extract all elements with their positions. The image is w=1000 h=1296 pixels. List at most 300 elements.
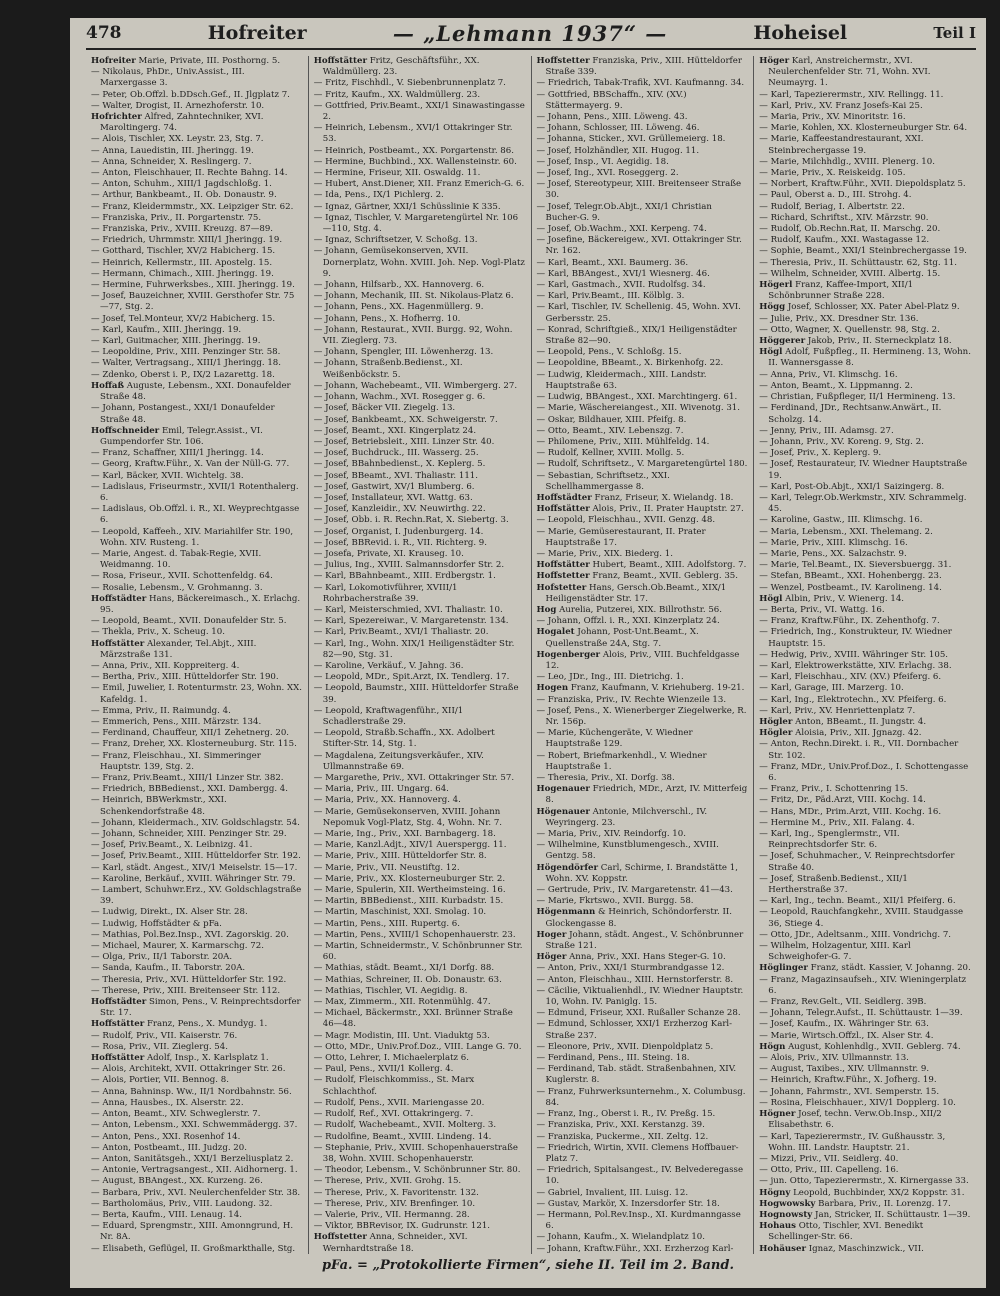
directory-entry	[91, 639, 303, 661]
entry-text: — Josefa, Private, XI. Krauseg. 10.	[313, 548, 464, 559]
directory-entry	[314, 583, 526, 605]
entry-text: — Otto, Wagner, X. Quellenstr. 98, Stg. 2.	[759, 324, 940, 335]
entry-text: — Karl, Telegr.Ob.Werkmstr., XIV. Schrammelg. 45.	[759, 492, 967, 515]
directory-entry	[759, 280, 971, 302]
entry-text: — Martin, Maschinist, XXI. Smolag. 10.	[313, 907, 487, 918]
entry-text: Jakob, Priv., II. Sterneckplatz 18.	[807, 336, 952, 347]
entry-text: — Stefan, BBeamt., XXI. Hohenbergg. 23.	[759, 571, 942, 582]
entry-text: — Josef, Insp., VI. Aegidig. 18.	[536, 156, 669, 167]
directory-entry	[759, 650, 971, 661]
directory-entry	[759, 829, 971, 851]
entry-surname: Högny	[759, 1187, 791, 1198]
entry-text: — Wilhelm, Holzagentur, XIII. Karl Schweighofer-G. 7.	[759, 941, 911, 963]
entry-text: Hans, Bäckereimasch., X. Erlachg. 95.	[100, 593, 301, 615]
directory-entry	[314, 146, 526, 157]
entry-text: — Bertha, Priv., XIII. Hütteldorfer Str. 190.	[91, 672, 279, 683]
directory-entry	[314, 885, 526, 896]
entry-text: — Therese, Priv., X. Favoritenstr. 132.	[313, 1187, 479, 1198]
entry-text: Aurelia, Putzerei, XIX. Billrothstr. 56.	[559, 604, 722, 615]
entry-text: — Johann, Spengler, III. Löwenherzg. 13.	[313, 347, 494, 358]
directory-entry	[759, 941, 971, 963]
entry-text: August, Kohlenhdlg., XVII. Geblerg. 74.	[788, 1041, 961, 1052]
entry-text: — Karl, Bäcker, XVII. Wichtelg. 38.	[91, 470, 244, 481]
directory-entry	[314, 1053, 526, 1064]
entry-text: Franziska, Priv., XIII. Hütteldorfer Straße 339.	[545, 56, 742, 78]
entry-text: — Ludwig, BBAngest., XXI. Marchtingerg. 61.	[536, 392, 738, 403]
entry-text: — Josef, BBRevid. i. R., VII. Richterg. 9.	[313, 537, 487, 548]
directory-entry	[537, 347, 749, 358]
directory-entry	[91, 1042, 303, 1053]
entry-text: — Mathias, städt. Beamt., XI/1 Dorfg. 88.	[313, 963, 495, 974]
directory-entry	[91, 56, 303, 67]
entry-text: — Max, Zimmerm., XII. Rotenmühlg. 47.	[313, 997, 491, 1008]
directory-entry	[91, 963, 303, 974]
directory-entry	[759, 1075, 971, 1086]
entry-text: — Gottfried, BBSchaffn., XIV. (XV.) Stättermayerg. 9.	[536, 89, 687, 111]
directory-entry	[91, 851, 303, 862]
directory-entry	[91, 269, 303, 280]
directory-entry	[91, 213, 303, 224]
directory-entry	[314, 1042, 526, 1053]
directory-entry	[91, 246, 303, 257]
entry-text: — Karl, Priv., XV. Franz Josefs-Kai 25.	[759, 100, 923, 111]
directory-entry	[314, 795, 526, 806]
directory-entry	[537, 560, 749, 571]
directory-entry	[314, 1232, 526, 1254]
directory-entry	[91, 863, 303, 874]
directory-entry	[91, 773, 303, 784]
directory-entry	[759, 695, 971, 706]
directory-entry	[314, 291, 526, 302]
directory-entry	[91, 1053, 303, 1064]
entry-text: — August, BBAngest., XX. Kurzeng. 26.	[91, 1176, 263, 1187]
entry-text: — Wenzel, Postbeamt., IV. Karolineng. 14.	[759, 582, 942, 593]
directory-entry	[537, 975, 749, 986]
directory-page	[70, 18, 986, 1288]
directory-entry	[314, 56, 526, 78]
directory-entry	[759, 907, 971, 929]
directory-entry	[759, 112, 971, 123]
entry-text: — Edmund, Friseur, XXI. Rußaller Schanze 28.	[536, 1008, 741, 1019]
entry-text: — Ludwig, Kleidermach., XIII. Landstr. Hauptstraße 63.	[536, 369, 707, 391]
entry-text: — Leo, JDr., Ing., III. Dietrichg. 1.	[536, 672, 684, 683]
entry-text: — Gabriel, Invalient, III. Luisg. 12.	[536, 1187, 689, 1198]
page-number: 478	[86, 23, 122, 43]
entry-text: — Franz, Ing., Oberst i. R., IV. Preßg. 15.	[536, 1109, 716, 1120]
directory-entry	[759, 583, 971, 594]
directory-entry	[314, 919, 526, 930]
directory-entry	[759, 975, 971, 997]
directory-entry	[759, 661, 971, 672]
directory-entry	[91, 1087, 303, 1098]
entry-surname: Hofrichter	[91, 112, 142, 123]
entry-text: Alexander, Tel.Abjt., XIII. Märzstraße 131.	[100, 638, 257, 660]
entry-text: — Johann, Priv., XV. Koreng. 9, Stg. 2.	[759, 436, 924, 447]
directory-entry	[759, 616, 971, 627]
directory-entry	[91, 370, 303, 381]
column-3	[532, 56, 755, 1254]
entry-text: — Ignaz, Gärtner, XXI/1 Schüsslinie K 335.	[313, 201, 501, 212]
entry-text: — Ferdinand, JDr., Rechtsanw.Anwärt., II. Scholzg. 14.	[759, 403, 942, 425]
directory-entry	[314, 963, 526, 974]
entry-text: — Thekla, Priv., X. Scheug. 10.	[91, 627, 225, 638]
directory-entry	[91, 885, 303, 907]
directory-entry	[759, 896, 971, 907]
entry-text: — Josef, Kanzleidir., XV. Neuwirthg. 22.	[313, 504, 486, 515]
directory-entry	[314, 1098, 526, 1109]
entry-text: — Fritz, Dr., Päd.Arzt, VIII. Kochg. 14.	[759, 795, 926, 806]
entry-text: — jun. Otto, Tapezierermstr., X. Kirnergasse 33.	[759, 1176, 969, 1187]
entry-text: Josef, Schlosser, XX. Pater Abel-Platz 9.	[787, 302, 960, 313]
entry-text: — Johann, Mechanik, III. St. Nikolaus-Platz 6.	[313, 291, 514, 302]
directory-entry	[537, 90, 749, 112]
entry-text: — Mathias, Tischler, VI. Aegidig. 8.	[313, 985, 468, 996]
entry-text: — Anton, Sanitätsgeh., XXI/1 Berzeliusplatz 2.	[91, 1153, 294, 1164]
directory-entry	[314, 896, 526, 907]
entry-text: — Konrad, Schriftgieß., XIX/1 Heiligenstädter Straße 82—90.	[536, 324, 737, 347]
entry-text: — Karl, städt. Angest., XIV/1 Meiselstr. 15—17.	[91, 862, 298, 873]
entry-text: — Sebastian, Schriftsetz., XXI. Schellhammergasse 8.	[536, 470, 670, 492]
directory-entry	[759, 560, 971, 571]
entry-text: — Josef, Ob.Wachm., XXI. Kerpeng. 74.	[536, 224, 707, 235]
directory-entry	[91, 1109, 303, 1120]
entry-text: — Karl, Kaufm., XIII. Jheringg. 19.	[91, 324, 242, 335]
directory-entry	[314, 975, 526, 986]
entry-text: Leopold, Buchbinder, XX/2 Koppstr. 31.	[793, 1187, 965, 1198]
entry-text: — Leopold, Pens., V. Schloßg. 15.	[536, 347, 682, 358]
entry-surname: Hognowsty	[759, 1209, 813, 1220]
directory-entry	[91, 1221, 303, 1243]
directory-entry	[537, 146, 749, 157]
entry-text: — Johann, Kaufm., X. Wielandplatz 10.	[536, 1232, 705, 1243]
entry-text: Carl, Schirme, I. Brandstätte 1, Wohn. XV. Koppstr.	[545, 862, 738, 884]
directory-entry	[91, 818, 303, 829]
directory-entry	[314, 1109, 526, 1120]
directory-entry	[314, 549, 526, 560]
entry-text: — Gotthard, Tischler, XV/2 Habicherg. 15.	[91, 246, 276, 257]
directory-entry	[91, 291, 303, 313]
entry-text: — Emma, Priv., II. Raimundg. 4.	[91, 705, 231, 716]
directory-entry	[314, 78, 526, 89]
entry-text: Alfred, Zahntechniker, XVI. Maroltingerg. 74.	[100, 112, 264, 134]
directory-entry	[91, 717, 303, 728]
entry-text: Franz, Friseur, X. Wielandg. 18.	[594, 492, 734, 503]
entry-surname: Hogenberger	[536, 649, 601, 660]
directory-entry	[91, 179, 303, 190]
entry-surname: Högg	[759, 302, 786, 313]
entry-text: — Maria, Priv., III. Ungarg. 64.	[313, 784, 449, 795]
entry-text: — Maria, Priv., XV. Minoritstr. 16.	[759, 112, 906, 123]
directory-entry	[759, 1132, 971, 1154]
entry-text: Josef, techn. Verw.Ob.Insp., XII/2 Elisabethstr. 6.	[768, 1109, 942, 1131]
entry-text: — Franz, Fleischhau., XI. Simmeringer Hauptstr. 139, Stg. 2.	[91, 750, 261, 772]
entry-text: — Johann, Fahrmstr., XVI. Semperstr. 15.	[759, 1086, 940, 1097]
entry-text: — Johann, Postangest., XXI/1 Donaufelder Straße 48.	[91, 403, 275, 425]
directory-entry	[537, 112, 749, 123]
directory-entry	[91, 1176, 303, 1187]
directory-entry	[759, 224, 971, 235]
entry-text: — Marie, Milchhdlg., XVIII. Plenerg. 10.	[759, 156, 935, 167]
directory-entry	[91, 627, 303, 638]
directory-entry	[314, 1075, 526, 1097]
directory-entry	[314, 851, 526, 862]
directory-entry	[759, 739, 971, 761]
entry-text: — Ladislaus, Ob.Offzl. i. R., XI. Weyprechtgasse 6.	[91, 504, 300, 526]
entry-text: — Magdalena, Zeitungsverkäufer., XIV. Ullmannstraße 69.	[313, 750, 484, 772]
directory-entry	[759, 1244, 971, 1254]
entry-text: — Franz, Rev.Gelt., VII. Seidlerg. 39B.	[759, 997, 927, 1008]
entry-surname: Högn	[759, 1041, 786, 1052]
directory-entry	[314, 672, 526, 683]
directory-entry	[314, 459, 526, 470]
directory-entry	[759, 246, 971, 257]
directory-entry	[314, 661, 526, 672]
entry-surname: Hoffschneider	[91, 425, 160, 436]
entry-text: — Rosa, Priv., VII. Zieglerg. 54.	[91, 1041, 228, 1052]
directory-entry	[537, 1064, 749, 1086]
entry-text: — Rudolf, Wachebeamt., XVII. Molterg. 3.	[313, 1120, 497, 1131]
directory-entry	[91, 751, 303, 773]
page-header	[86, 18, 976, 50]
directory-entry	[759, 1165, 971, 1176]
directory-entry	[759, 717, 971, 728]
directory-entry	[759, 762, 971, 784]
entry-text: — Marie, Pens., XX. Salzachstr. 9.	[759, 548, 907, 559]
directory-entry	[759, 90, 971, 101]
entry-text: — Friedrich, Spitalsangest., IV. Belvederegasse 10.	[536, 1165, 744, 1187]
directory-entry	[91, 1154, 303, 1165]
entry-text: — Lambert, Schuhwr.Erz., XV. Goldschlagstraße 39.	[91, 885, 302, 907]
entry-text: Anton, BBeamt., II. Jungstr. 4.	[795, 716, 927, 727]
directory-entry	[537, 302, 749, 324]
entry-text: — Josef, Pens., X. Wienerberger Ziegelwerke, R. Nr. 156p.	[536, 705, 747, 727]
directory-entry	[91, 1019, 303, 1030]
directory-entry	[759, 683, 971, 694]
entry-text: — Johann, Kleidermach., XIV. Goldschlagstr. 54.	[91, 817, 300, 828]
entry-text: Auguste, Lebensm., XXI. Donaufelder Straße 48.	[100, 380, 291, 403]
entry-text: — Hermine, Friseur, XII. Oswaldg. 11.	[313, 168, 481, 179]
directory-entry	[759, 134, 971, 156]
entry-text: — Marie, Gemüserestaurant, II. Prater Hauptstraße 17.	[536, 526, 706, 548]
directory-entry	[91, 571, 303, 582]
entry-text: — Josef, Holzhändler, XII. Hugog. 11.	[536, 145, 700, 156]
entry-text: — Rudolf, Pens., XVII. Mariengasse 20.	[313, 1097, 485, 1108]
directory-entry	[759, 594, 971, 605]
entry-text: — Marie, Küchengeräte, V. Wiedner Hauptstraße 129.	[536, 728, 693, 750]
entry-text: — Maria, Priv., XIV. Reindorfg. 10.	[536, 829, 686, 840]
directory-entry	[537, 1244, 749, 1254]
entry-text: — Marie, Priv., XIII. Hütteldorfer Str. 8.	[313, 851, 487, 862]
directory-entry	[759, 336, 971, 347]
directory-entry	[91, 426, 303, 448]
entry-text: — Rudolf, Kaufm., XXI. Wastagasse 12.	[759, 235, 930, 246]
directory-entry	[91, 661, 303, 672]
entry-text: — Marie, Priv., X. Reiskeidg. 105.	[759, 168, 906, 179]
directory-entry	[537, 426, 749, 437]
entry-text: — Oskar, Bildhauer, XIII. Pfeifg. 8.	[536, 414, 687, 425]
directory-entry	[314, 1210, 526, 1221]
entry-text: — Mathias, Pol.Bez.Insp., XVI. Zagorskig. 20.	[91, 929, 289, 940]
entry-text: — Wilhelmine, Kunstblumengesch., XVIII. Gentzg. 58.	[536, 840, 719, 862]
entry-surname: Höggerer	[759, 336, 806, 347]
directory-entry	[759, 1019, 971, 1030]
entry-text: Adolf, Fußpfleg., II. Hermineng. 13, Wohn. II. Wannersgasse 8.	[768, 347, 971, 369]
directory-entry	[537, 134, 749, 145]
directory-entry	[314, 1176, 526, 1187]
entry-text: — Therese, Priv., XVII. Grohg. 15.	[313, 1176, 462, 1187]
entry-text: — Theresia, Priv., XI. Dorfg. 38.	[536, 773, 675, 783]
entry-text: — Johann, Offzl. i. R., XXI. Kinzerplatz 24.	[536, 616, 720, 627]
entry-text: — Johann, Kraftw.Führ., XXI. Erzherzog Karl-	[536, 1243, 734, 1254]
entry-text: Hubert, Beamt., XIII. Adolfstorg. 7.	[592, 560, 747, 571]
directory-entry	[91, 594, 303, 616]
entry-text: — Rudolf, Kellner, XVIII. Mollg. 5.	[536, 448, 685, 459]
entry-text: — Therese, Priv., XIII. Breitenseer Str. 112.	[91, 985, 281, 996]
entry-text: — Karl, BBAngest., XVI/1 Wiesnerg. 46.	[536, 268, 710, 279]
entry-text: — Leopold, Kraftwagenführ., XII/1 Schadlerstraße 29.	[313, 705, 464, 727]
directory-entry	[537, 695, 749, 706]
directory-entry	[314, 1143, 526, 1165]
directory-entry	[314, 426, 526, 437]
directory-entry	[91, 1165, 303, 1176]
directory-entry	[759, 997, 971, 1008]
directory-entry	[759, 448, 971, 459]
directory-entry	[314, 874, 526, 885]
directory-entry	[537, 672, 749, 683]
directory-entry	[91, 829, 303, 840]
entry-surname: Högenauer	[536, 806, 590, 817]
directory-entry	[314, 560, 526, 571]
entry-text: — Josef, Priv., X. Keplerg. 9.	[759, 448, 882, 459]
directory-entry	[314, 347, 526, 358]
directory-entry	[759, 527, 971, 538]
directory-entry	[91, 325, 303, 336]
entry-text: Albin, Priv., V. Wienerg. 14.	[785, 593, 905, 604]
entry-text: — Arthur, Bankbeamt., II. Ob. Donaustr. 9.	[91, 190, 277, 201]
directory-entry	[314, 1008, 526, 1030]
entry-text: Hans, Gersch.Ob.Beamt., XIX/1 Heiligenstädter Str. 17.	[545, 582, 727, 604]
entry-text: — Anton, Lebensm., XXI. Schwemmädergg. 37.	[91, 1120, 298, 1131]
entry-text: — Karl, Priv.Beamt., XVI/1 Thaliastr. 20.	[313, 627, 489, 638]
entry-text: — Hans, MDr., Prim.Arzt, VIII. Kochg. 16.	[759, 806, 942, 817]
page-footer-note: pFa. = „Protokollierte Firmen“, siehe II. Teil im 2. Band.	[321, 1258, 735, 1273]
entry-surname: Hofstetter	[536, 582, 587, 593]
entry-text: — Ludwig, Hoffstädter & pFa.	[91, 918, 222, 929]
directory-entry	[759, 605, 971, 616]
entry-text: — Leopoldine, Priv., XIII. Penzinger Str. 58.	[91, 347, 281, 358]
entry-text: — Franz, Kraftw.Führ., IX. Zehenthofg. 7.	[759, 616, 940, 627]
entry-text: — Karl, Tapezierermstr., XIV. Rellingg. 11.	[759, 89, 944, 100]
directory-entry	[759, 1087, 971, 1098]
directory-entry	[759, 179, 971, 190]
directory-entry	[91, 448, 303, 459]
entry-surname: Hogenauer	[536, 784, 590, 795]
directory-entry	[314, 605, 526, 616]
entry-text: — Heinrich, Lebensm., XVI/1 Ottakringer Str. 53.	[313, 123, 513, 145]
directory-entry	[91, 941, 303, 952]
directory-entry	[314, 840, 526, 851]
entry-text: — Friedrich, Ing., Konstrukteur, IV. Wiedner Hauptstr. 15.	[759, 627, 952, 649]
directory-entry	[759, 437, 971, 448]
directory-entry	[314, 728, 526, 750]
directory-entry	[314, 986, 526, 997]
directory-entry	[314, 246, 526, 280]
directory-entry	[759, 1188, 971, 1199]
entry-surname: Hoffstätter	[91, 1053, 145, 1064]
entry-text: — Friedrich, Tabak-Trafik, XVI. Kaufmanng. 34.	[536, 78, 745, 89]
entry-text: — Stephanie, Priv., XVIII. Schopenhauerstraße 38, Wohn. XVIII. Schopenhauerstr.	[313, 1142, 518, 1164]
directory-entry	[91, 1132, 303, 1143]
entry-surname: Hoffaß	[91, 380, 125, 391]
entry-text: — Alois, Tischler, XX. Leystr. 23, Stg. 7.	[91, 134, 264, 145]
entry-surname: Hoffstädter	[91, 593, 147, 604]
directory-entry	[314, 179, 526, 190]
header-right-word: Hoheisel	[753, 22, 848, 44]
entry-text: — Marie, Kohlen, XX. Klosterneuburger Str. 64.	[759, 123, 968, 134]
directory-entry	[91, 347, 303, 358]
directory-entry	[759, 874, 971, 896]
column-2	[309, 56, 532, 1254]
directory-entry	[314, 751, 526, 773]
entry-text: — Karoline, Verkäuf., V. Jahng. 36.	[313, 660, 464, 671]
directory-entry	[759, 1064, 971, 1075]
directory-entry	[91, 784, 303, 795]
directory-entry	[537, 1053, 749, 1064]
directory-entry	[537, 896, 749, 907]
entry-text: Friedrich, MDr., Arzt, IV. Mitterfeig 8.	[545, 784, 748, 806]
directory-entry	[91, 616, 303, 627]
directory-entry	[314, 168, 526, 179]
entry-text: Adolf, Insp., X. Karlsplatz 1.	[146, 1053, 269, 1064]
entry-text: — Marie, Priv., XIX. Biederg. 1.	[536, 548, 673, 559]
directory-entry	[759, 1031, 971, 1042]
directory-entry	[759, 963, 971, 974]
directory-entry	[759, 1098, 971, 1109]
entry-text: Anna, Schneider., XVI. Wernhardtstraße 18.	[322, 1232, 468, 1254]
entry-text: Jan, Stricker, II. Schüttaustr. 1—39.	[815, 1209, 971, 1220]
directory-entry	[759, 795, 971, 806]
entry-surname: Högerl	[759, 280, 793, 291]
entry-text: — Johann, Hilfsarb., XX. Hannoverg. 6.	[313, 280, 485, 291]
directory-entry	[759, 325, 971, 336]
entry-text: — Johann, Schneider, XIII. Penzinger Str. 29.	[91, 829, 287, 840]
entry-text: — Karl, Elektrowerkstätte, XIV. Erlachg. 38.	[759, 660, 952, 671]
directory-entry	[759, 706, 971, 717]
entry-text: — Friedrich, BBBedienst., XXI. Dambergg. 4.	[91, 784, 288, 795]
entry-text: — Marie, Kanzl.Adjt., XIV/1 Auerspergg. 11.	[313, 840, 507, 851]
entry-text: — Anna, Priv., VI. Klimschg. 16.	[759, 369, 898, 380]
entry-text: — Cäcilie, Viktualienhdl., IV. Wiedner Hauptstr. 10, Wohn. IV. Paniglg. 15.	[536, 985, 744, 1008]
entry-text: — Berta, Kaufm., VIII. Lenaug. 14.	[91, 1209, 242, 1220]
directory-entry	[314, 325, 526, 347]
entry-text: — Emmerich, Pens., XIII. Märzstr. 134.	[91, 716, 262, 727]
entry-text: — Karl, Ing., techn. Beamt., XII/1 Pfeiferg. 6.	[759, 896, 956, 907]
entry-text: — Anna, Bahninsp. Ww., II/1 Nordbahnstr. 56.	[91, 1086, 292, 1097]
entry-text: — Friedrich, Wirtin, XVII. Clemens Hoffbauer-Platz 7.	[536, 1142, 739, 1164]
directory-entry	[537, 751, 749, 773]
entry-text: — Sophie, Beamt., XXI/1 Steinbrechergasse 19.	[759, 246, 967, 257]
directory-entry	[759, 269, 971, 280]
entry-text: — Franz, Magazinsaufseh., XIV. Wieningerplatz 6.	[759, 974, 967, 996]
entry-text: — Josefine, Bäckereigew., XVI. Ottakringer Str. Nr. 162.	[536, 235, 742, 257]
entry-text: — Paul, Pens., XVII/1 Kollerg. 4.	[313, 1064, 454, 1075]
directory-entry	[759, 1176, 971, 1187]
directory-entry	[537, 1143, 749, 1165]
directory-entry	[314, 784, 526, 795]
entry-text: — Rudolf, Schriftsetz., V. Margaretengürtel 180.	[536, 459, 748, 470]
directory-entry	[759, 347, 971, 369]
directory-entry	[91, 874, 303, 885]
